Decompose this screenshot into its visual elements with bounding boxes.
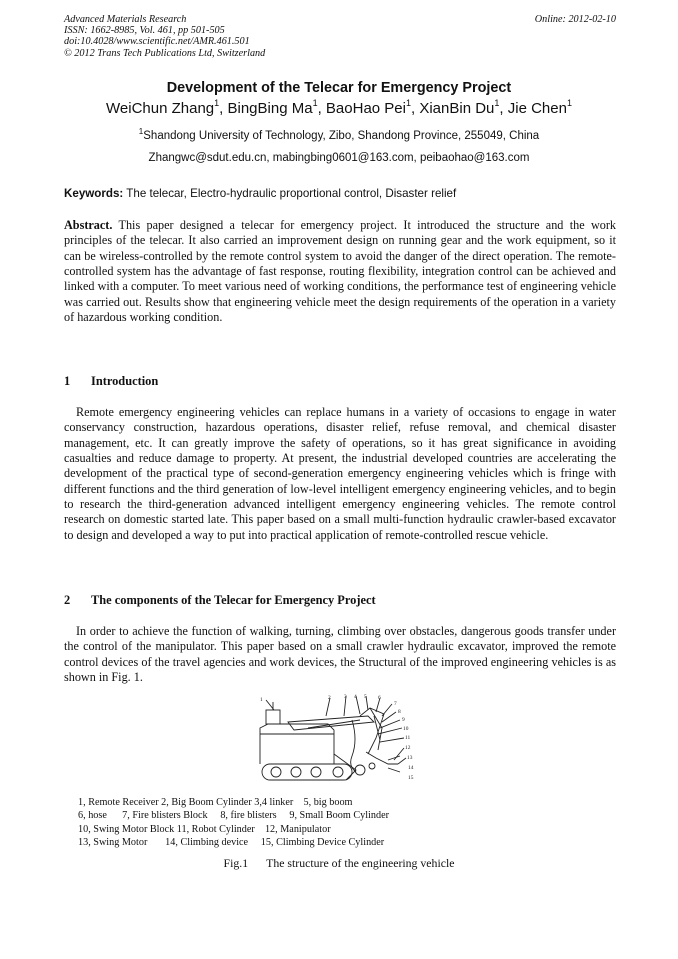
- section-heading-introduction: [64, 374, 158, 389]
- big-boom: [288, 716, 374, 730]
- author-name: XianBin Du: [419, 100, 495, 117]
- legend-line: 13, Swing Motor 14, Climbing device 15, Climbing Device Cylinder: [78, 836, 385, 848]
- callout-label: 6: [378, 695, 381, 701]
- callout-label: 4: [354, 694, 357, 700]
- keywords-text: The telecar, Electro-hydraulic proportional control, Disaster relief: [126, 187, 457, 200]
- affiliation-text: Shandong University of Technology, Zibo, Shandong Province, 255049, China: [143, 130, 540, 142]
- callout-label: 10: [403, 726, 409, 732]
- issn-line: ISSN: 1662-8985, Vol. 461, pp 501-505: [64, 25, 225, 37]
- paper-title: Development of the Telecar for Emergency Project: [166, 80, 512, 96]
- callout-label: 3: [344, 694, 347, 700]
- author-affil-mark: 1: [494, 98, 500, 108]
- author-affil-mark: 1: [405, 98, 411, 108]
- callout-label: 11: [405, 735, 411, 741]
- vehicle-structure-figure: [248, 694, 420, 786]
- section-number: 1: [64, 374, 71, 388]
- callout-label: 5: [364, 694, 367, 700]
- affiliation-mark: 1: [138, 127, 144, 136]
- figure-label: Fig.1: [223, 856, 249, 870]
- callout-label: 15: [408, 775, 414, 781]
- crawler-track: [262, 764, 352, 780]
- author-emails: Zhangwc@sdut.edu.cn, mabingbing0601@163.com, peibaohao@163.com: [148, 152, 530, 164]
- components-paragraph: In order to achieve the function of walking, turning, climbing over obstacles, dangerous goods transfer under the control of the manipulator. This paper based on a small crawler hydraulic excavator, improved the remote control devices of the travel agencies and work devices, the Structural of the improved engineering vehicles is as shown in Fig. 1.: [64, 624, 616, 685]
- author-name: BaoHao Pei: [325, 100, 406, 117]
- section-number: 2: [64, 593, 71, 607]
- copyright-line: © 2012 Trans Tech Publications Ltd, Switzerland: [64, 47, 266, 59]
- callout-label: 13: [407, 755, 413, 761]
- author-name: Jie Chen: [507, 100, 567, 117]
- affiliation: [0, 127, 678, 142]
- section-title: Introduction: [91, 374, 159, 388]
- callout-label: 14: [408, 765, 414, 771]
- author-affil-mark: 1: [566, 98, 572, 108]
- hose: [351, 720, 356, 772]
- figure-legend: [78, 796, 389, 849]
- figure-caption-text: The structure of the engineering vehicle: [266, 856, 455, 870]
- callout-label: 2: [328, 695, 331, 701]
- small-boom: [360, 708, 384, 754]
- doi-line: doi:10.4028/www.scientific.net/AMR.461.501: [64, 36, 250, 48]
- legend-line: 1, Remote Receiver 2, Big Boom Cylinder 3,4 linker 5, big boom: [78, 797, 353, 808]
- callout-label: 12: [405, 745, 411, 751]
- section-title: The components of the Telecar for Emergency Project: [91, 593, 376, 607]
- author-affil-mark: 1: [312, 98, 318, 108]
- author-list: WeiChun Zhang$^1$, BingBing Ma$^1$, BaoHao Pei$^1$, XianBin Du$^1$, Jie Chen$^1$: [106, 98, 572, 117]
- online-date: Online: 2012-02-10: [534, 14, 616, 25]
- author-name: WeiChun Zhang: [106, 100, 215, 117]
- callout-label: 9: [402, 717, 405, 723]
- abstract-label: Abstract.: [64, 218, 113, 232]
- keywords: [64, 187, 616, 200]
- journal-name: Advanced Materials Research: [64, 14, 187, 25]
- legend-line: 6, hose 7, Fire blisters Block 8, fire blisters 9, Small Boom Cylinder: [78, 810, 389, 822]
- section-heading-components: [64, 593, 376, 608]
- introduction-paragraph: Remote emergency engineering vehicles can replace humans in a variety of occasions to engage in water conservancy construction, hazardous operations, disaster relief, refuse removal, and chemical disaster management, etc. It can greatly improve the safety of operations, so it has great significance in avoiding casualties and reduce damage to property. At present, the industrial developed countries are accelerating the development of the practical type of second-generation emergency engineering vehicles which is fringe with different functions and the third generation of low-level intelligent emergency engineering vehicles, and to begin to research the third-generation advanced intelligent emergency engineering vehicles. The remote control research on domestic started late. This paper based on a small multi-function hydraulic crawler-based excavator to design and developed a way to put into practical application of remote-controlled rescue vehicle.: [64, 405, 616, 542]
- abstract-text: This paper designed a telecar for emergency project. It introduced the structure and the work principles of the telecar. It also carried an improvement design on running gear and the work equipment, so it can be wireless-controlled by the remote control system to avoid the danger of the direct operation. The remote-controlled system has the advantage of fast response, routing flexibility, integration control can be achieved and linked with a computer. To meet various need of working conditions, the performance test of engineering vehicle was carried out. Results show that engineering vehicle meet the design requirements of the operation in a variety of hazardous working condition.: [64, 218, 616, 325]
- callout-label: 1: [260, 697, 263, 703]
- keywords-label: Keywords:: [64, 187, 124, 200]
- figure-caption: [0, 856, 678, 871]
- remote-receiver: [266, 710, 280, 724]
- author-name: BingBing Ma: [227, 100, 313, 117]
- journal-header: [64, 14, 616, 59]
- abstract: [64, 218, 616, 325]
- callout-label: 7: [394, 701, 397, 707]
- callout-label: 8: [398, 709, 401, 715]
- author-affil-mark: 1: [214, 98, 220, 108]
- legend-line: 10, Swing Motor Block 11, Robot Cylinder 12, Manipulator: [78, 823, 331, 835]
